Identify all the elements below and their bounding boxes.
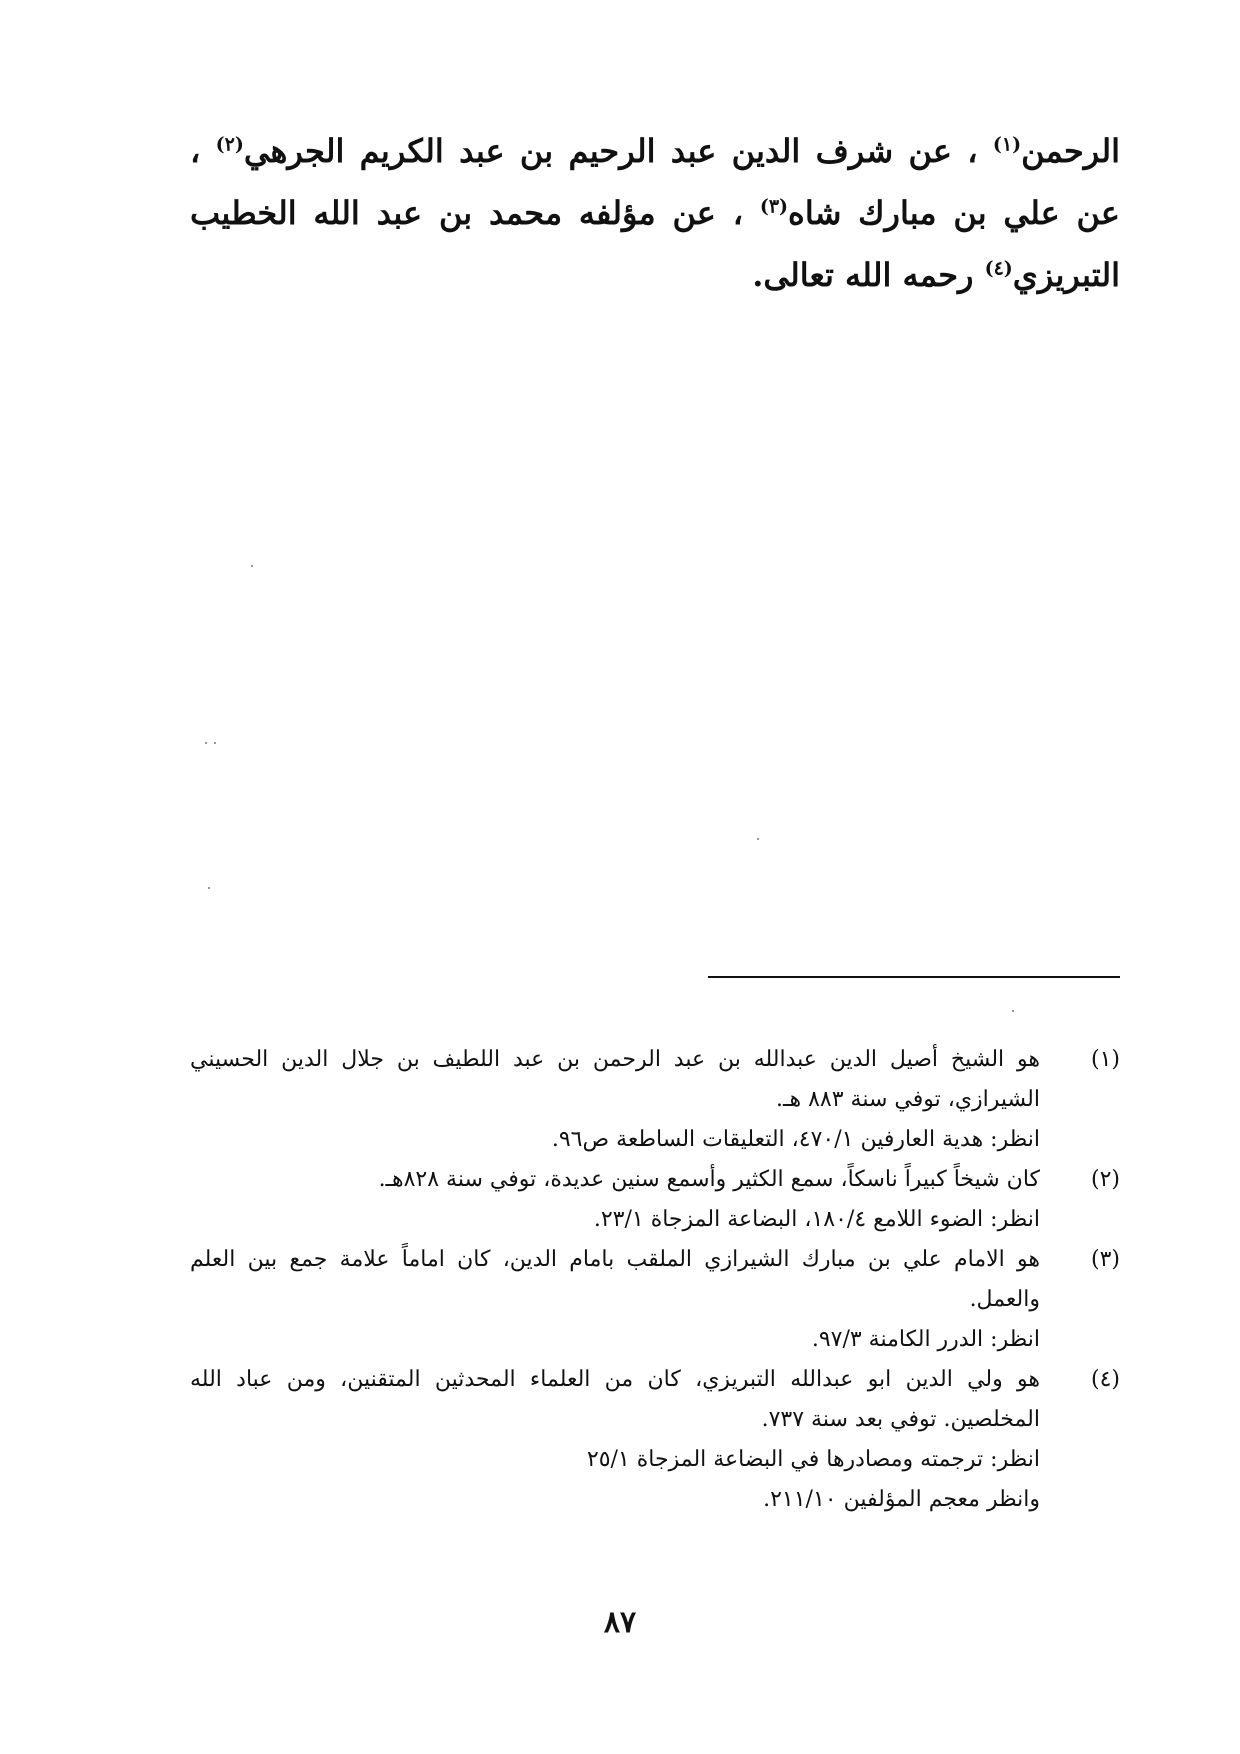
body-text-part-3: ، عن علي بن مبارك شاه xyxy=(190,132,1121,232)
footnote-4 xyxy=(190,1360,1120,1520)
footnote-ref-1[interactable]: (١) xyxy=(992,133,1022,156)
footnote-body xyxy=(190,1360,1040,1520)
footnote-ref-3[interactable]: (٣) xyxy=(759,195,789,218)
footnote-text: هو ولي الدين ابو عبدالله التبريزي، كان من العلماء المحدثين المتقنين، ومن عباد الله المخلصين. توفي بعد سنة ٧٣٧. xyxy=(190,1367,1040,1432)
footnote-reference: انظر: الدرر الكامنة ٩٧/٣. xyxy=(811,1327,1040,1352)
footnote-3 xyxy=(190,1240,1120,1360)
body-text-part-2: ، عن شرف الدين عبد الرحيم بن عبد الكريم الجرهي xyxy=(243,132,978,170)
scan-speck xyxy=(251,565,253,567)
footnote-body xyxy=(190,1240,1040,1360)
footnote-number: (١) xyxy=(1090,1047,1120,1072)
footnote-body xyxy=(190,1040,1040,1160)
page-number: ٨٧ xyxy=(603,1605,637,1640)
scan-speck xyxy=(1012,1010,1014,1012)
footnote-text: هو الشيخ أصيل الدين عبدالله بن عبد الرحمن بن عبد اللطيف بن جلال الدين الحسيني الشيرازي، توفي سنة ٨٨٣ هـ. xyxy=(190,1047,1040,1112)
footnotes-section xyxy=(190,1040,1120,1520)
footnote-body xyxy=(190,1160,1040,1240)
footnote-2 xyxy=(190,1160,1120,1240)
scan-speck xyxy=(205,742,207,744)
footnote-text: كان شيخاً كبيراً ناسكاً، سمع الكثير وأسمع سنين عديدة، توفي سنة ٨٢٨هـ. xyxy=(378,1167,1040,1192)
footnote-number: (٣) xyxy=(1090,1247,1120,1272)
scan-speck xyxy=(757,838,759,840)
body-text-part-4: ، عن مؤلفه محمد بن عبد الله الخطيب التبريزي xyxy=(190,194,1120,294)
footnote-reference: وانظر معجم المؤلفين ٢١١/١٠. xyxy=(763,1487,1040,1512)
footnote-1 xyxy=(190,1040,1120,1160)
body-paragraph xyxy=(190,120,1120,306)
footnote-reference: انظر: هدية العارفين ٤٧٠/١، التعليقات الساطعة ص٩٦. xyxy=(551,1127,1040,1152)
footnote-text: هو الامام علي بن مبارك الشيرازي الملقب بامام الدين، كان اماماً علامة جمع بين العلم والعمل. xyxy=(190,1247,1040,1312)
scan-speck xyxy=(208,887,210,889)
footnote-reference: انظر: ترجمته ومصادرها في البضاعة المزجاة ٢٥/١ xyxy=(586,1447,1040,1472)
footnote-number: (٢) xyxy=(1090,1167,1120,1192)
footnote-separator xyxy=(708,976,1120,978)
body-text-part-5: رحمه الله تعالى. xyxy=(752,256,974,294)
scan-speck xyxy=(214,742,216,744)
body-text-part-1: الرحمن xyxy=(1021,132,1121,170)
footnote-ref-4[interactable]: (٤) xyxy=(984,257,1013,280)
footnote-reference: انظر: الضوء اللامع ١٨٠/٤، البضاعة المزجاة ٢٣/١. xyxy=(593,1207,1040,1232)
footnote-number: (٤) xyxy=(1090,1367,1120,1392)
footnote-ref-2[interactable]: (٢) xyxy=(215,133,244,156)
